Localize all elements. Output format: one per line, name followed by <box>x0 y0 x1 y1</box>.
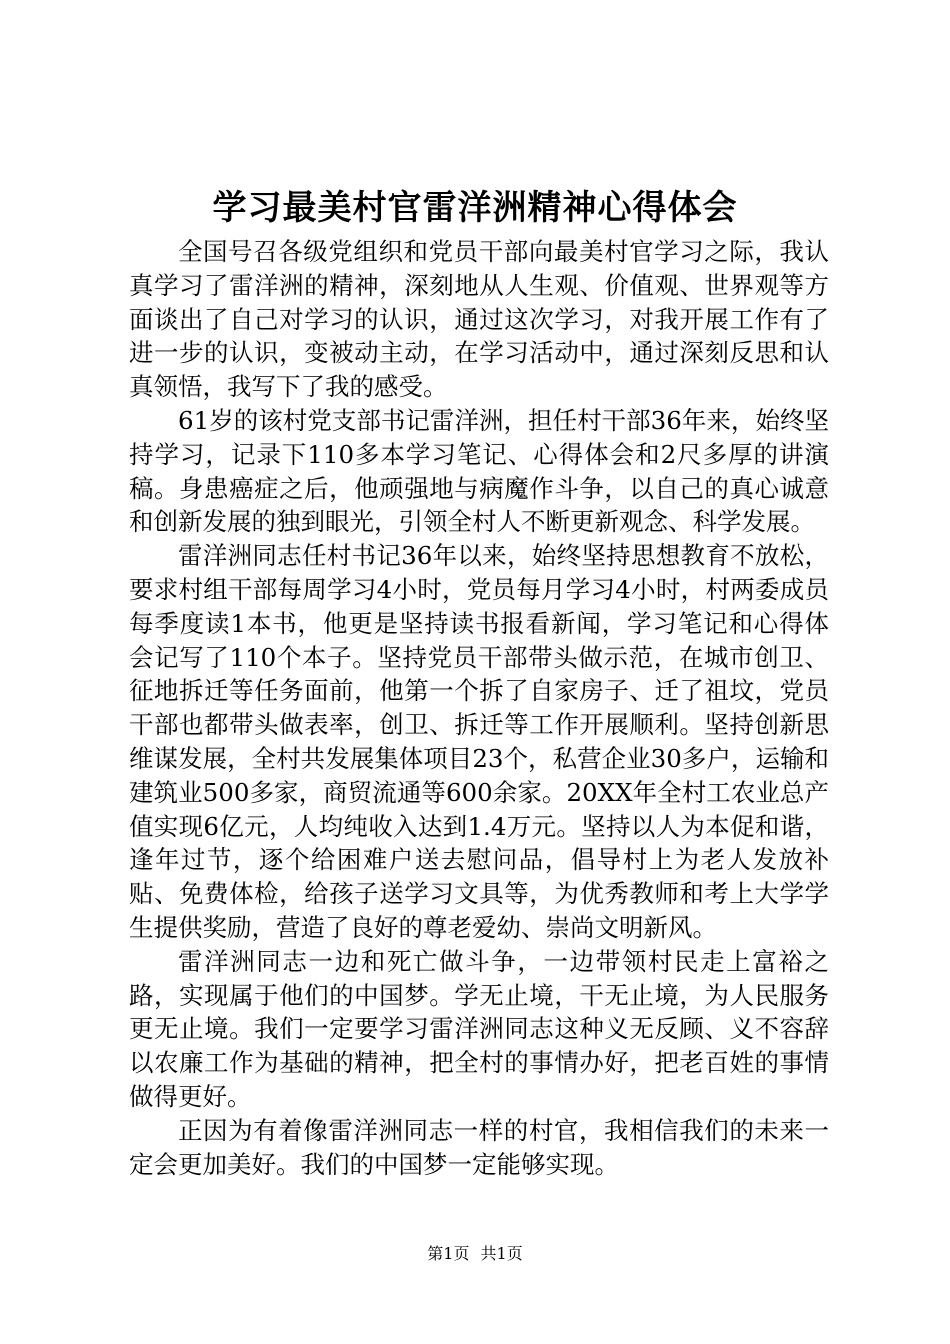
page-number: 第1页 <box>427 1244 470 1263</box>
document-body <box>129 235 829 1181</box>
paragraph-2: 61岁的该村党支部书记雷洋洲，担任村干部36年来，始终坚持学习，记录下110多本学习笔记、心得体会和2尺多厚的讲演稿。身患癌症之后，他顽强地与病魔作斗争，以自己的真心诚意和创新发展的独到眼光，引领全村人不断更新观念、科学发展。 <box>129 405 829 537</box>
paragraph-5: 正因为有着像雷洋洲同志一样的村官，我相信我们的未来一定会更加美好。我们的中国梦一定能够实现。 <box>129 1115 829 1179</box>
page-total: 共1页 <box>480 1244 523 1263</box>
document-title: 学习最美村官雷洋洲精神心得体会 <box>212 188 738 228</box>
paragraph-3: 雷洋洲同志任村书记36年以来，始终坚持思想教育不放松，要求村组干部每周学习4小时，党员每月学习4小时，村两委成员每季度读1本书，他更是坚持读书报看新闻，学习笔记和心得体会记写了110个本子。坚持党员干部带头做示范，在城市创卫、征地拆迁等任务面前，他第一个拆了自家房子、迁了祖坟，党员干部也都带头做表率，创卫、拆迁等工作开展顺利。坚持创新思维谋发展，全村共发展集体项目23个，私营企业30多户，运输和建筑业500多家，商贸流通等600余家。20XX年全村工农业总产值实现6亿元，人均纯收入达到1.4万元。坚持以人为本促和谐，逢年过节，逐个给困难户送去慰问品，倡导村上为老人发放补贴、免费体检，给孩子送学习文具等，为优秀教师和考上大学学生提供奖励，营造了良好的尊老爱幼、崇尚文明新风。 <box>129 541 829 942</box>
page-footer <box>0 1243 950 1265</box>
paragraph-4: 雷洋洲同志一边和死亡做斗争，一边带领村民走上富裕之路，实现属于他们的中国梦。学无止境，干无止境，为人民服务更无止境。我们一定要学习雷洋洲同志这种义无反顾、义不容辞以农廉工作为基础的精神，把全村的事情办好，把老百姓的事情做得更好。 <box>129 946 829 1111</box>
paragraph-1: 全国号召各级党组织和党员干部向最美村官学习之际，我认真学习了雷洋洲的精神，深刻地从人生观、价值观、世界观等方面谈出了自己对学习的认识，通过这次学习，对我开展工作有了进一步的认识，变被动主动，在学习活动中，通过深刻反思和认真领悟，我写下了我的感受。 <box>129 237 829 402</box>
